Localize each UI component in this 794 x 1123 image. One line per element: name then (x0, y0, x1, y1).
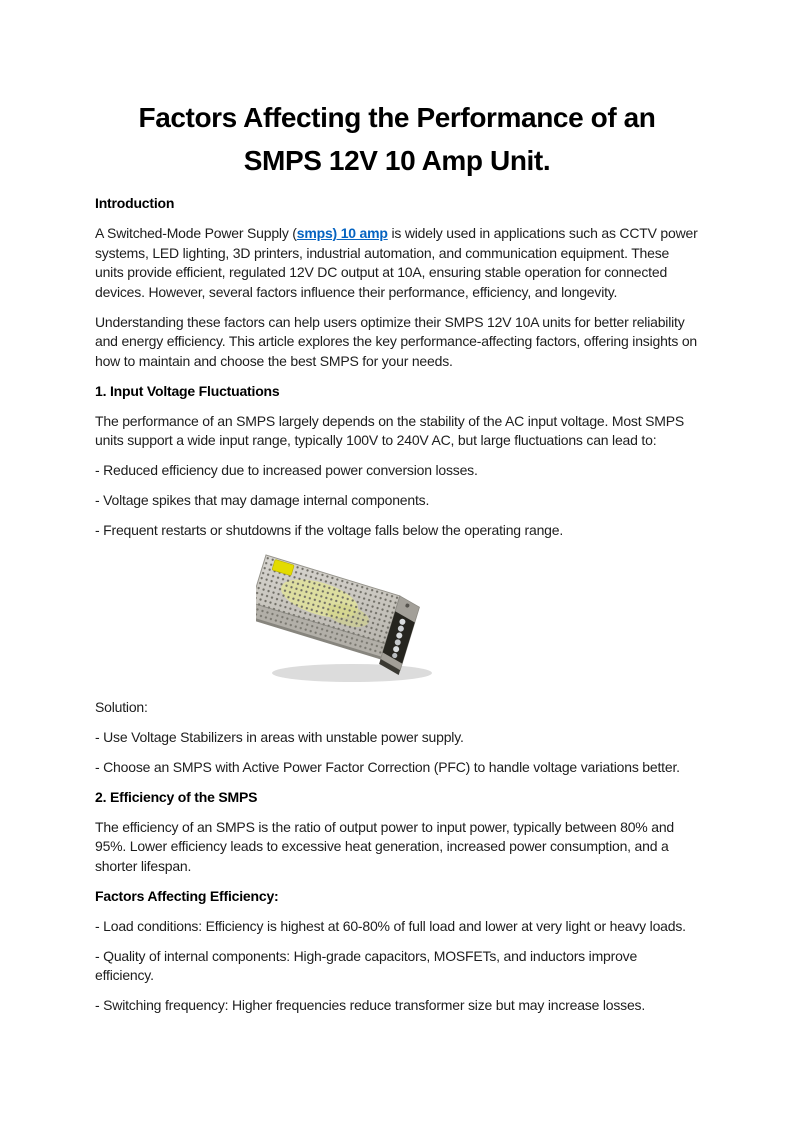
smps-unit-photo (256, 543, 434, 687)
bullet-item: - Voltage spikes that may damage internal components. (95, 492, 430, 508)
bullet-item: - Frequent restarts or shutdowns if the voltage falls below the operating range. (95, 522, 564, 538)
bullet-item: - Switching frequency: Higher frequencies reduce transformer size but may increase losses. (95, 997, 646, 1013)
section1-heading: 1. Input Voltage Fluctuations (95, 382, 280, 399)
bullet-item: - Quality of internal components: High-grade capacitors, MOSFETs, and inductors improve efficiency. (95, 947, 638, 983)
section2-body: The efficiency of an SMPS is the ratio of output power to input power, typically between 80% and 95%. Lower efficiency leads to excessive heat generation, increased power consumption, and a shorter lifespan. (95, 818, 674, 874)
intro-paragraph-1-post: is widely used in applications such as CCTV power systems, LED lighting, 3D printers, industrial automation, and communication equipment. These units provide efficient, regulated 12V DC output at 10A, ensuring stable operation for connected devices. However, several factors influence their performance, efficiency, and longevity. (95, 225, 698, 300)
section1-lead: The performance of an SMPS largely depends on the stability of the AC input voltage. Most SMPS units support a wide input range, typically 100V to 240V AC, but large fluctuations can lead to: (95, 412, 684, 448)
document-content (95, 96, 699, 1026)
intro-paragraph-2: Understanding these factors can help users optimize their SMPS 12V 10A units for better reliability and energy efficiency. This article explores the key performance-affecting factors, offering insights on how to maintain and choose the best SMPS for your needs. (95, 313, 698, 369)
bullet-item: - Choose an SMPS with Active Power Factor Correction (PFC) to handle voltage variations better. (95, 758, 680, 775)
bullet-item: - Use Voltage Stabilizers in areas with unstable power supply. (95, 728, 464, 745)
intro-heading: Introduction (95, 195, 175, 211)
bullet-item: - Reduced efficiency due to increased power conversion losses. (95, 462, 478, 478)
section2-subheading: Factors Affecting Efficiency: (95, 887, 279, 904)
page-title (95, 96, 699, 182)
page-title-line1: Factors Affecting the Performance of an (138, 102, 656, 133)
page-title-line2: SMPS 12V 10 Amp Unit. (243, 145, 551, 176)
intro-paragraph-1 (95, 224, 699, 302)
smps-unit-illustration (256, 543, 434, 687)
solution-label: Solution: (95, 698, 148, 715)
section2-heading: 2. Efficiency of the SMPS (95, 788, 258, 805)
intro-paragraph-1-pre: A Switched-Mode Power Supply ( (95, 225, 297, 241)
bullet-item: - Load conditions: Efficiency is highest at 60-80% of full load and lower at very light or heavy loads. (95, 917, 686, 934)
smps-10-amp-link[interactable]: smps) 10 amp (296, 225, 388, 241)
